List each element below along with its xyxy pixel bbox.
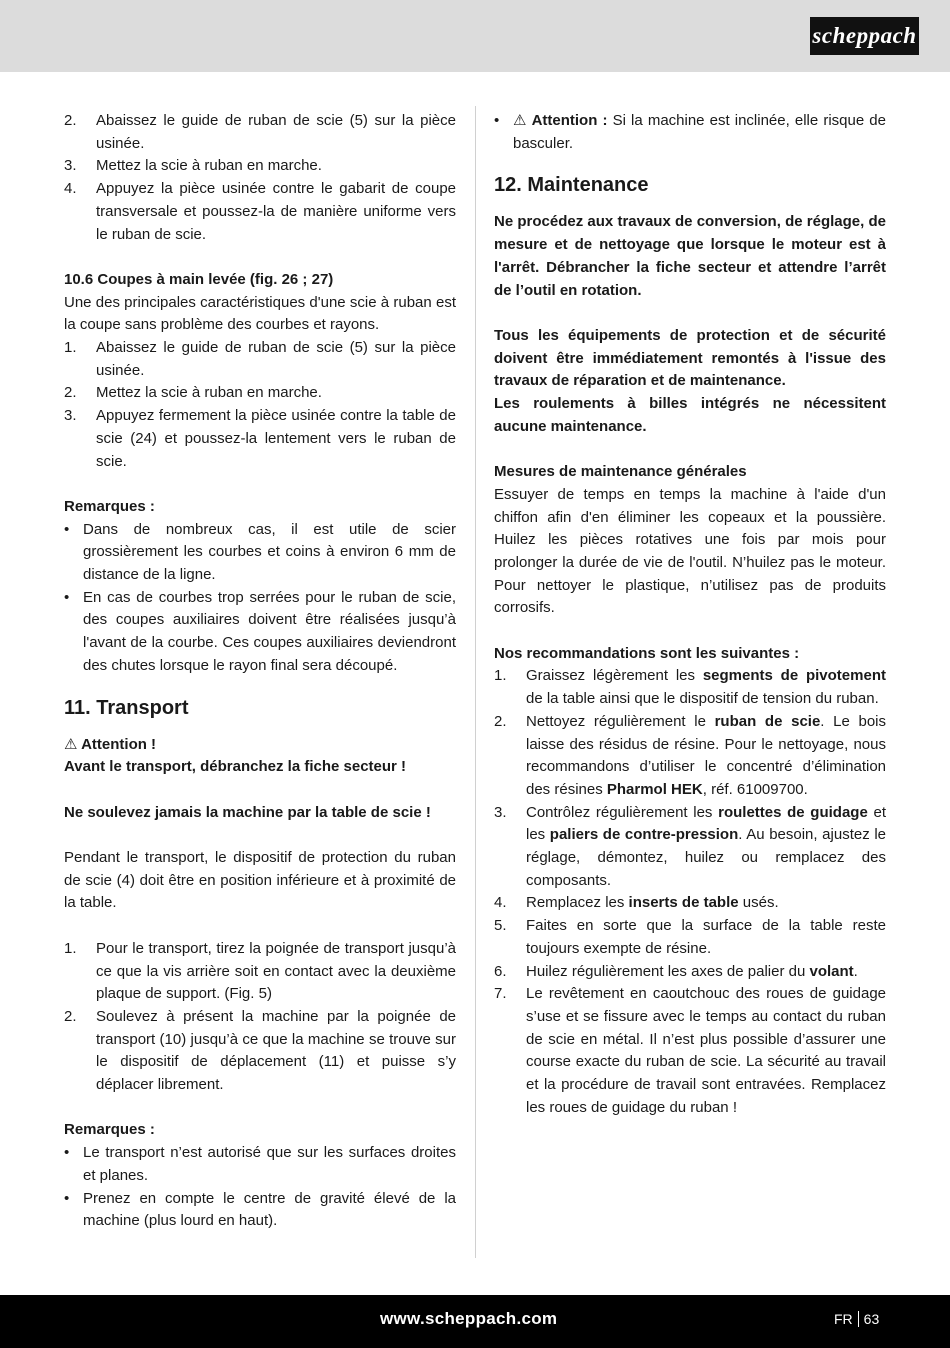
list-item: 3. Contrôlez régulièrement les roulettes de guidage et les paliers de contre-pression. Au besoin, ajustez le réglage, démontez, huilez ou remplacez des composants. [494, 803, 886, 889]
remarks-heading: Remarques : [64, 1121, 155, 1139]
list-item: 6. Huilez régulièrement les axes de palier du volant. [494, 962, 858, 980]
recommendations-list [494, 665, 886, 1119]
attention-heading: ⚠ Attention ! [64, 734, 456, 757]
list-item: 3. Appuyez fermement la pièce usinée contre la table de scie (24) et poussez-la lentement vers le ruban de scie. [64, 407, 456, 470]
page-footer [0, 1295, 950, 1348]
list-item: 4. Appuyez la pièce usinée contre le gabarit de coupe transversale et poussez-la de manière uniforme vers le ruban de scie. [64, 180, 456, 243]
list-item: 2. Abaissez le guide de ruban de scie (5) sur la pièce usinée. [64, 112, 456, 152]
steps-list-b [64, 337, 456, 473]
warning-icon: ⚠ [64, 735, 78, 753]
list-item: • ⚠ Attention : Si la machine est inclinée, elle risque de basculer. [494, 112, 886, 152]
column-divider [475, 106, 476, 1258]
list-item: 1. Graissez légèrement les segments de pivotement de la table ainsi que le dispositif de tension du ruban. [494, 667, 886, 708]
list-item: • En cas de courbes trop serrées pour le ruban de scie, des coupes auxiliaires doivent être réalisées jusqu’à l'avant de la courbe. Ces coupes auxiliaires deviendront des chutes lorsque le rayon final sera découpé. [64, 588, 456, 674]
no-lift-warning: Ne soulevez jamais la machine par la table de scie ! [64, 803, 431, 821]
general-maintenance-paragraph: Essuyer de temps en temps la machine à l'aide d'un chiffon afin d'en éliminer les copeaux et la poussière. Huilez les pièces rotatives une fois par mois pour prolonger la durée de vie de l'outil. N’huilez pas le moteur. Pour nettoyer le plastique, n’utilisez pas de produits corrosifs. [494, 485, 886, 617]
maintenance-warning-1: Ne procédez aux travaux de conversion, de réglage, de mesure et de nettoyage que lorsque le moteur est à l'arrêt. Débrancher la fiche secteur et attendre l’arrêt de l’outil en rotation. [494, 213, 886, 299]
list-item: 5. Faites en sorte que la surface de la table reste toujours exempte de résine. [494, 917, 886, 957]
list-item: • Dans de nombreux cas, il est utile de scier grossièrement les courbes et coins à environ 6 mm de distance de la ligne. [64, 520, 456, 584]
list-item: 2. Mettez la scie à ruban en marche. [64, 384, 322, 402]
section-10-6-intro: Une des principales caractéristiques d'une scie à ruban est la coupe sans problème des courbes et rayons. [64, 293, 456, 334]
list-item: 2. Soulevez à présent la machine par la poignée de transport (10) jusqu’à ce que la machine se trouve sur le dispositif de déplacement (11) et puisse s’y déplacer librement. [64, 1007, 456, 1094]
steps-list-a [64, 110, 456, 246]
left-column [64, 110, 456, 1233]
maintenance-warning-2: Tous les équipements de protection et de sécurité doivent être immédiatement remontés à l'issue des travaux de réparation et de maintenance. [494, 326, 886, 390]
website-link[interactable]: www.scheppach.com [380, 1309, 558, 1328]
list-item: 1. Abaissez le guide de ruban de scie (5) sur la pièce usinée. [64, 339, 456, 379]
general-maintenance-heading: Mesures de maintenance générales [494, 463, 747, 481]
list-item: 4. Remplacez les inserts de table usés. [494, 894, 779, 912]
section-11-heading: 11. Transport [64, 696, 189, 719]
attention-line: Avant le transport, débranchez la fiche secteur ! [64, 758, 407, 776]
recommendations-heading: Nos recommandations sont les suivantes : [494, 644, 800, 662]
tilt-warning-list [494, 110, 886, 155]
steps-list-c [64, 938, 456, 1097]
remarks-list [64, 519, 456, 678]
maintenance-warning-3: Les roulements à billes intégrés ne nécessitent aucune maintenance. [494, 395, 886, 435]
list-item: • Prenez en compte le centre de gravité élevé de la machine (plus lourd en haut). [64, 1189, 456, 1230]
remarks-heading: Remarques : [64, 497, 155, 515]
right-column [494, 110, 886, 1119]
list-item: 7. Le revêtement en caoutchouc des roues de guidage s’use et se fissure avec le temps au contact du ruban de scie en métal. Il n’est plus possible d’assurer une course exacte du ruban de scie. La sécurité au travail et la procédure de travail sont entravées. Remplacez les roues de guidage du ruban ! [494, 985, 886, 1116]
list-item: • Le transport n’est autorisé que sur les surfaces droites et planes. [64, 1144, 456, 1184]
list-item: 2. Nettoyez régulièrement le ruban de scie. Le bois laisse des résidus de résine. Pour le nettoyage, nous recommandons d’utiliser le concentré d’élimination des résines Pharmol HEK, réf. 61009700. [494, 712, 886, 798]
transport-paragraph: Pendant le transport, le dispositif de protection du ruban de scie (4) doit être en position inférieure et à proximité de la table. [64, 849, 456, 912]
warning-icon: ⚠ [513, 112, 527, 129]
remarks-list [64, 1142, 456, 1233]
page-header [0, 0, 950, 72]
list-item: 1. Pour le transport, tirez la poignée de transport jusqu’à ce que la vis arrière soit en contact avec la deuxième plaque de support. (Fig. 5) [64, 939, 456, 1003]
page-number: FR 63 [834, 1311, 880, 1327]
section-10-6-heading: 10.6 Coupes à main levée (fig. 26 ; 27) [64, 270, 334, 288]
section-12-heading: 12. Maintenance [494, 174, 649, 197]
list-item: 3. Mettez la scie à ruban en marche. [64, 157, 322, 175]
brand-logo: scheppach [810, 17, 919, 55]
